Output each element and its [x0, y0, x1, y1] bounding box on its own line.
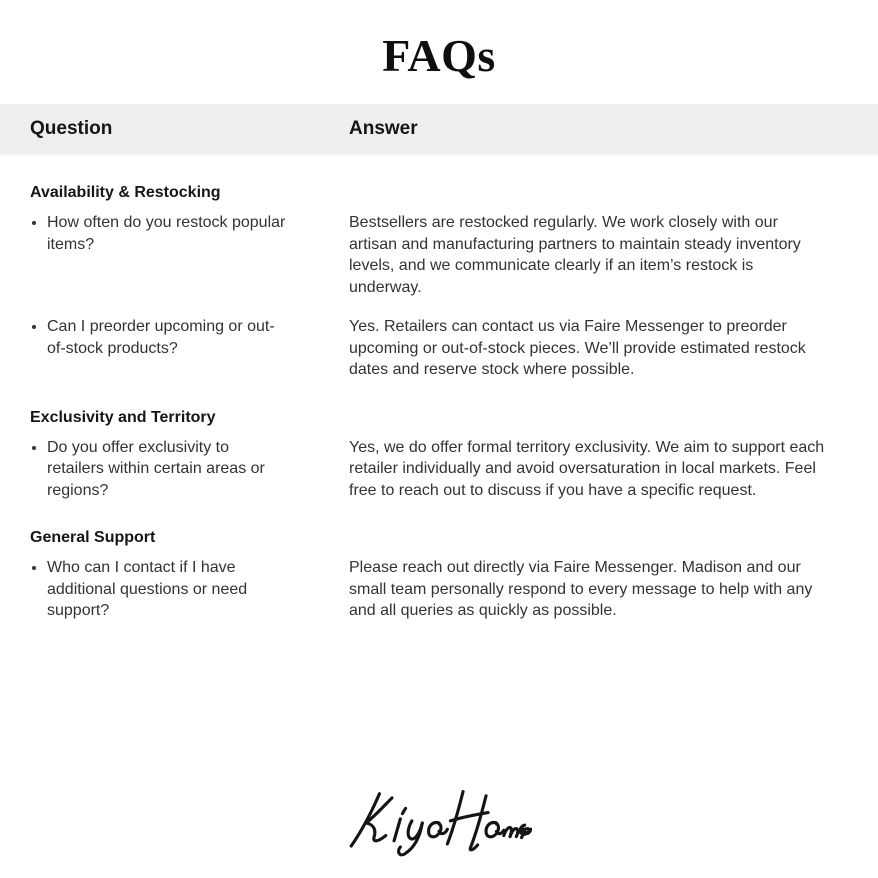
answer-text: Please reach out directly via Faire Messenger. Madison and our small team personally respond to every message to help with any and all queries as quickly as possible. [349, 559, 813, 619]
answer-text: Yes. Retailers can contact us via Faire Messenger to preorder upcoming or out-of-stock pieces. We’ll provide estimated restock dates and reserve stock where possible. [349, 318, 806, 378]
signature-script-icon [346, 787, 532, 859]
brand-signature [0, 787, 878, 859]
question-cell [30, 212, 288, 298]
faq-row [30, 316, 830, 381]
question-column-header: Question [30, 117, 113, 139]
faq-row [30, 437, 830, 502]
question-cell [30, 316, 288, 381]
answer-column-header: Answer [349, 117, 418, 139]
page-title: FAQs [382, 30, 496, 81]
section-heading-exclusivity: Exclusivity and Territory [30, 408, 216, 426]
faq-row [30, 557, 830, 622]
question-text: • Can I preorder upcoming or out-of-stock products? [47, 316, 288, 359]
question-text: • How often do you restock popular items? [47, 212, 288, 255]
question-cell [30, 557, 288, 622]
question-cell [30, 437, 288, 502]
table-header-row [0, 104, 878, 156]
question-text: • Do you offer exclusivity to retailers within certain areas or regions? [47, 437, 288, 502]
answer-text: Yes, we do offer formal territory exclusivity. We aim to support each retailer individually and avoid oversaturation in local markets. Feel free to reach out to discuss if you have a specific request. [349, 438, 825, 499]
question-text: • Who can I contact if I have additional questions or need support? [47, 557, 288, 622]
section-heading-general-support: General Support [30, 529, 156, 546]
faq-content [0, 182, 878, 622]
answer-text: Bestsellers are restocked regularly. We work closely with our artisan and manufacturing partners to maintain steady inventory levels, and we communicate clearly if an item’s restock is underway. [349, 214, 801, 296]
faq-row [30, 212, 830, 298]
section-heading-availability: Availability & Restocking [30, 184, 221, 201]
